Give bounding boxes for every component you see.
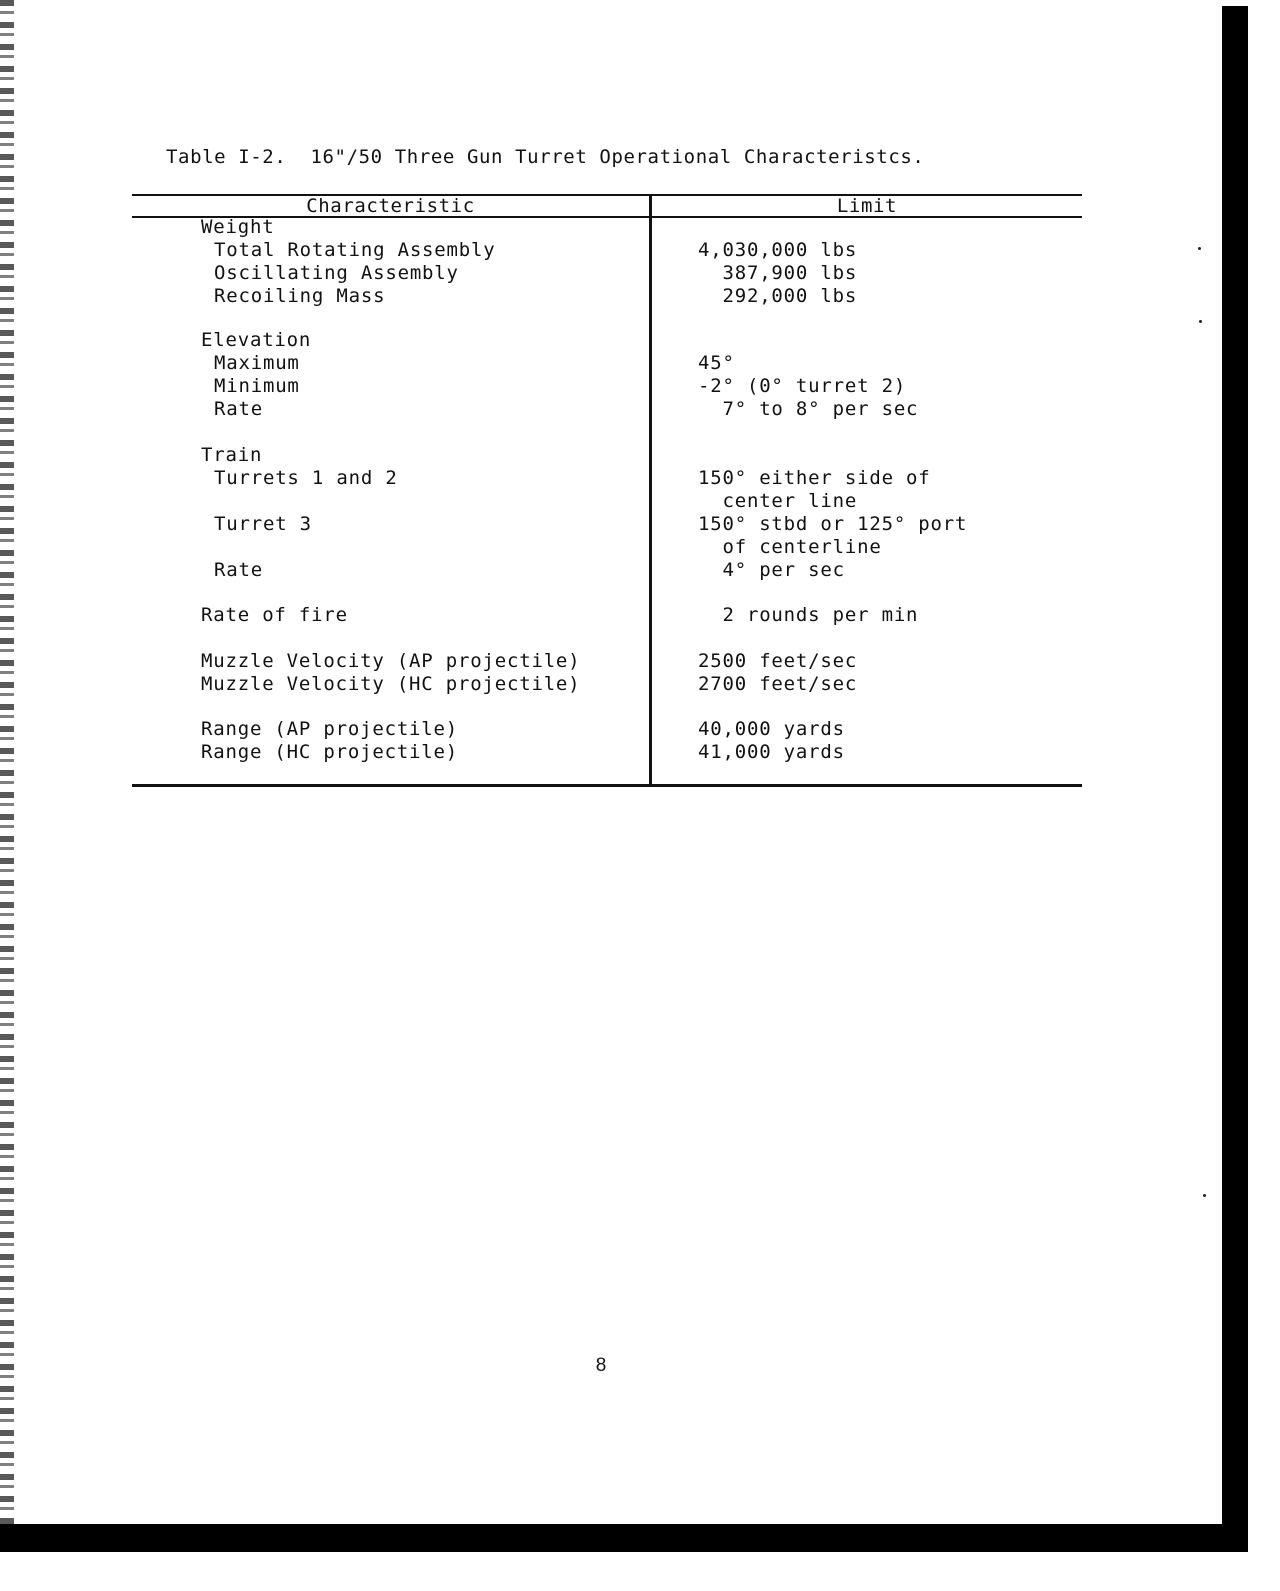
row-value: 2500 feet/sec	[698, 650, 858, 672]
scan-speck	[1198, 247, 1201, 250]
row-label: Muzzle Velocity (HC projectile)	[201, 673, 581, 695]
scan-speck	[1199, 320, 1202, 323]
row-value: 4,030,000 lbs	[698, 239, 858, 261]
row-label-rate-of-fire: Rate of fire	[201, 604, 348, 626]
row-label: Total Rotating Assembly	[214, 239, 496, 261]
row-value: 4° per sec	[698, 559, 845, 581]
scan-bottom-border	[0, 1524, 1248, 1552]
table-column-divider	[649, 194, 652, 786]
scan-right-border	[1222, 6, 1248, 1536]
row-label: Minimum	[214, 375, 300, 397]
row-value: 150° stbd or 125° port	[698, 513, 968, 535]
row-value: 7° to 8° per sec	[698, 398, 919, 420]
column-header-characteristic: Characteristic	[306, 195, 475, 217]
row-value: 292,000 lbs	[698, 285, 858, 307]
row-label: Recoiling Mass	[214, 285, 386, 307]
scan-left-edge	[0, 0, 14, 1540]
table-bottom-rule	[132, 784, 1082, 787]
row-label: Turrets 1 and 2	[214, 467, 398, 489]
row-value: 45°	[698, 352, 735, 374]
group-label-weight: Weight	[201, 216, 275, 238]
column-header-limit: Limit	[836, 195, 898, 217]
row-value: 387,900 lbs	[698, 262, 858, 284]
row-value: 40,000 yards	[698, 718, 845, 740]
row-value: 150° either side of	[698, 467, 931, 489]
row-label: Range (AP projectile)	[201, 718, 459, 740]
row-value: -2° (0° turret 2)	[698, 375, 907, 397]
scan-speck	[1203, 1194, 1206, 1197]
row-label: Muzzle Velocity (AP projectile)	[201, 650, 581, 672]
row-value-continued: of centerline	[698, 536, 882, 558]
group-label-elevation: Elevation	[201, 329, 312, 351]
row-label: Range (HC projectile)	[201, 741, 459, 763]
group-label-train: Train	[201, 444, 263, 466]
row-value: 2700 feet/sec	[698, 673, 858, 695]
page-number: 8	[595, 1355, 607, 1376]
row-value: 41,000 yards	[698, 741, 845, 763]
row-label: Rate	[214, 559, 263, 581]
table-caption: Table I-2. 16"/50 Three Gun Turret Operational Characteristcs.	[166, 146, 925, 168]
row-label: Maximum	[214, 352, 300, 374]
row-value: 2 rounds per min	[698, 604, 919, 626]
row-label: Turret 3	[214, 513, 312, 535]
row-label: Oscillating Assembly	[214, 262, 459, 284]
row-value-continued: center line	[698, 490, 858, 512]
row-label: Rate	[214, 398, 263, 420]
